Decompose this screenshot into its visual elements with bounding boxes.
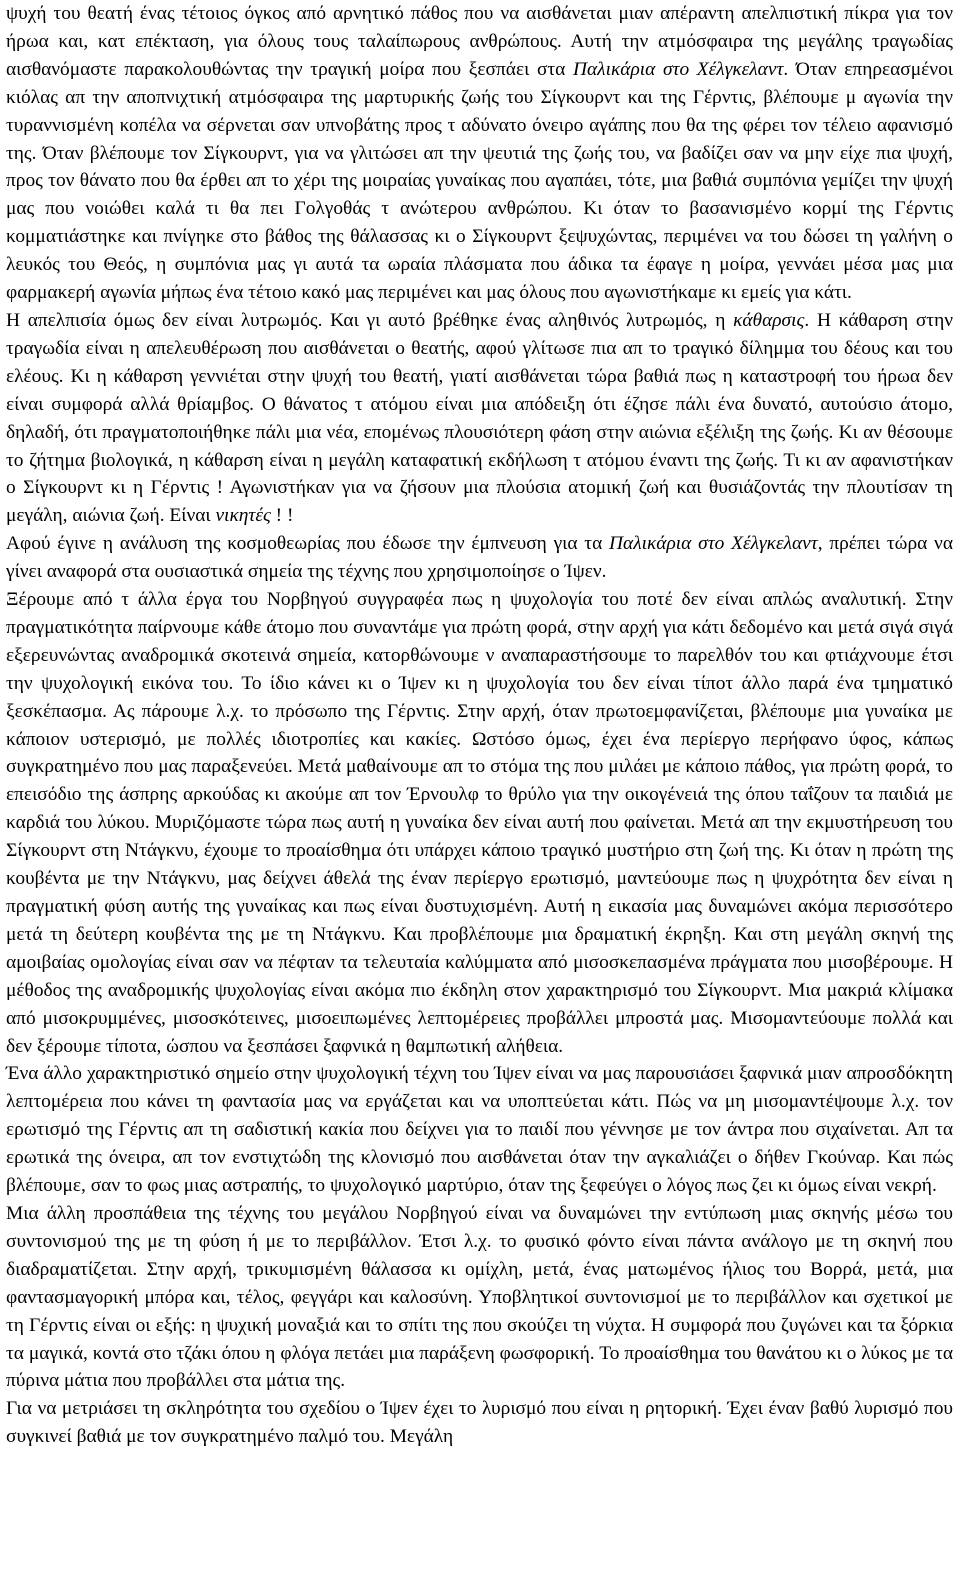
text-run: Η απελπισία όμως δεν είναι λυτρωμός. Και γι αυτό βρέθηκε ένας αληθινός λυτρωμός, η [6,309,734,331]
paragraph [6,0,958,307]
text-run: Ένα άλλο χαρακτηριστικό σημείο στην ψυχολογική τέχνη του Ίψεν είναι να μας παρουσιάσει ξαφνικά μιαν απροσδόκητη λεπτομέρεια που κάνει τη φαντασία μας να εργάζεται και να υποπτεύεται κάτι. Πώς να μη μισομαντέψουμε λ.χ. τον ερωτισμό της Γέρντις απ τη σαδιστική κακία που δείχνει για το παιδί που γέννησε με τον άντρα που σιχαίνεται. Απ τα ερωτικά της όνειρα, απ τον ενστιχτώδη της κλονισμό που αισθάνεται όταν την αγκαλιάζει ο δήθεν Γκούναρ. Και πώς βλέπουμε, σαν το φως μιας αστραπής, το ψυχολογικό μαρτύριο, όταν της ξεφεύγει ο λόγος πως ζει κι όμως είναι νεκρή. [6,1063,958,1197]
italic-text-run: Παλικάρια στο Χέλγκελαντ [609,533,818,555]
text-run: ! ! [270,505,294,527]
text-run: , πρέπει τώρα να γίνει αναφορά στα ουσιαστικά σημεία της τέχνης που χρησιμοποίησε ο Ίψεν. [6,533,958,583]
italic-text-run: Παλικάρια στο Χέλγκελαντ [573,58,784,80]
text-run: Αφού έγινε η ανάλυση της κοσμοθεωρίας που έδωσε την έμπνευση για τα [6,533,610,555]
text-run: ψυχή του θεατή ένας τέτοιος όγκος από αρνητικό πάθος που να αισθάνεται μιαν απέραντη απελπιστική πίκρα για τον ήρωα και, κατ επέκταση, για όλους τους ταλαίπωρους ανθρώπους. Αυτή την ατμόσφαιρα της μεγάλης τραγωδίας αισθανόμαστε παρακολουθώντας την τραγική μοίρα που ξεσπάει στα [6,3,958,80]
text-run: Ξέρουμε από τ άλλα έργα του Νορβηγού συγγραφέα πως η ψυχολογία του ποτέ δεν είναι απλώς αναλυτική. Στην πραγματικότητα παίρνουμε κάθε άτομο που συναντάμε για πρώτη φορά, στην αρχή για κάτι δεδομένο και μετά σιγά σιγά εξερευνώντας αναδρομικά σκοτεινά σημεία, κατορθώνουμε ν αναπαραστήσουμε το παρελθόν του και φτιάχνουμε έτσι την ψυχολογική εικόνα του. Το ίδιο κάνει κι ο Ίψεν κι η ψυχολογία του δεν είναι τίποτ άλλο παρά ένα τμηματικό ξεσκέπασμα. Ας πάρουμε λ.χ. το πρόσωπο της Γέρντις. Στην αρχή, όταν πρωτοεμφανίζεται, βλέπουμε μια γυναίκα με κάποιον υστερισμό, με πολλές ιδιοτροπίες και κακίες. Ωστόσο όμως, έχει ένα περίεργο περήφανο ύφος, κάπως συγκρατημένο που μας παραξενεύει. Μετά μαθαίνουμε απ το στόμα της που μιλάει με κάποιο πάθος, για πρώτη φορά, το επεισόδιο της άσπρης αρκούδας κι ακούμε απ τον Έρνουλφ το θρύλο για την οικογένειά της όπου ταΐζουν τα παιδιά με καρδιά του λύκου. Μυριζόμαστε τώρα πως αυτή η γυναίκα δεν είναι αυτή που φαίνεται. Μετά απ την εκμυστήρευση του Σίγκουρντ στη Ντάγκνυ, έχουμε το προαίσθημα ότι υπάρχει κάποιο τραγικό μυστήριο στη ζωή της. Κι όταν η πρώτη της κουβέντα με την Ντάγκνυ, μας δείχνει άθελά της έναν περίεργο ερωτισμό, μαντεύουμε πως η ψυχρότητα δεν είναι η πραγματική φύση αυτής της γυναίκας και πως είναι δυστυχισμένη. Αυτή η εικασία μας δυναμώνει ακόμα περισσότερο μετά τη δεύτερη κουβέντα της με τη Ντάγκνυ. Και προβλέπουμε μια δραματική έκρηξη. Και στη μεγάλη σκηνή της αμοιβαίας ομολογίας είναι σαν να πέφταν τα τελευταία καλύμματα από μισοσκεπασμένα πράγματα που μισοβέρουμε. Η μέθοδος της αναδρομικής ψυχολογίας είναι ακόμα πιο έκδηλη στον χαρακτηρισμό του Σίγκουρντ. Μια μακριά κλίμακα από μισοκρυμμένες, μισοσκότεινες, μισοειπωμένες λεπτομέρειες προβάλλει μπροστά μας. Μισομαντεύουμε πολλά και δεν ξέρουμε τίποτα, ώσπου να ξεσπάσει ξαφνικά η θαμπωτική αλήθεια. [6,589,958,1057]
text-run: . Η κάθαρση στην τραγωδία είναι η απελευθέρωση που αισθάνεται ο θεατής, αφού γλίτωσε πια απ το τραγικό δίλημμα του δέους και του ελέους. Κι η κάθαρση γεννιέται στην ψυχή του θεατή, γιατί αισθάνεται τώρα βαθιά πως η καταστροφή του ήρωα δεν είναι συμφορά αλλά θρίαμβος. Ο θάνατος τ ατόμου είναι μια απόδειξη ότι έζησε πάλι ένα δυνατό, αυτούσιο άτομο, δηλαδή, ότι πραγματοποιήθηκε πάλι μια νέα, επομένως πλουσιότερη φάση στην αιώνια εξέλιξη της ζωής. Κι αν θέσουμε το ζήτημα βιολογικά, η κάθαρση είναι η μεγάλη καταφατική εκδήλωση τ ατόμου έναντι της ζωής. Τι κι αν αφανιστήκαν ο Σίγκουρντ κι η Γέρντις ! Αγωνιστήκαν για να ζήσουν μια πλούσια ατομική ζωή και θυσιάζοντάς την πλουτίσαν τη μεγάλη, αιώνια ζωή. Είναι [6,309,958,527]
italic-text-run: κάθαρσις [733,309,805,331]
text-run: Για να μετριάσει τη σκληρότητα του σχεδίου ο Ίψεν έχει το λυρισμό που είναι η ρητορική. Έχει έναν βαθύ λυρισμό που συγκινεί βαθιά με τον συγκρατημένο παλμό του. Μεγάλη [6,1398,958,1448]
paragraph [6,1395,958,1451]
text-run: . Όταν επηρεασμένοι κιόλας απ την αποπνιχτική ατμόσφαιρα της μαρτυρικής ζωής του Σίγκουρντ και της Γέρντις, βλέπουμε μ αγωνία την τυραννισμένη κοπέλα να σέρνεται σαν υπνοβάτης προς τ αδύνατο όνειρο αγάπης που θα της φέρει τον τέλειο αφανισμό της. Όταν βλέπουμε τον Σίγκουρντ, για να γλιτώσει απ την ψευτιά της ζωής του, να βαδίζει σαν να μην είχε πια ψυχή, προς τον θάνατο που θα έρθει απ το χέρι της μοιραίας γυναίκας που αγαπάει, τότε, μια βαθιά συμπόνια γεμίζει την ψυχή μας που νοιώθει καλά τι θα πει Γολγοθάς τ ανώτερου ανθρώπου. Κι όταν το βασανισμένο κορμί της Γέρντις κομματιάστηκε και πνίγηκε στο βάθος της θάλασσας κι ο Σίγκουρντ ξεψυχώντας, περιμένει να του δώσει τη γαλήνη ο λευκός του Θεός, η συμπόνια μας γι αυτά τα ωραία πλάσματα που άδικα τα έφαγε η μοίρα, γεννάει μέσα μας μια φαρμακερή αγωνία μήπως ένα τέτοιο κακό μας περιμένει και μας όλους που αγωνιστήκαμε κι εμείς για κάτι. [6,58,958,304]
italic-text-run: νικητές [215,505,271,527]
paragraph [6,307,958,530]
text-run: Μια άλλη προσπάθεια της τέχνης του μεγάλου Νορβηγού είναι να δυναμώνει την εντύπωση μιας σκηνής μέσω του συντονισμού της με τη φύση ή με το περιβάλλον. Έτσι λ.χ. το φυσικό φόντο είναι πάντα ανάλογο με τη σκηνή που διαδραματίζεται. Στην αρχή, τρικυμισμένη θάλασσα κι ομίχλη, μετά, ένας ματωμένος ήλιος του Βορρά, μετά, μια φαντασμαγορική μπόρα και, τέλος, φεγγάρι και καλοσύνη. Υποβλητικοί συντονισμοί με το περιβάλλον και σχετικοί με τη Γέρντις είναι οι εξής: η ψυχική μοναξιά και το σπίτι της που σκούζει τη νύχτα. Η συμφορά που ζυγώνει και τα ξόρκια τα μαγικά, κοντά στο τζάκι όπου η φλόγα πετάει μια παράξενη φωσφορική. Το προαίσθημα του θανάτου κι ο λύκος με τα πύρινα μάτια που προβάλλει στα μάτια της. [6,1202,958,1392]
paragraph [6,1060,958,1200]
paragraph [6,1200,958,1395]
paragraph [6,530,958,586]
paragraph [6,586,958,1060]
